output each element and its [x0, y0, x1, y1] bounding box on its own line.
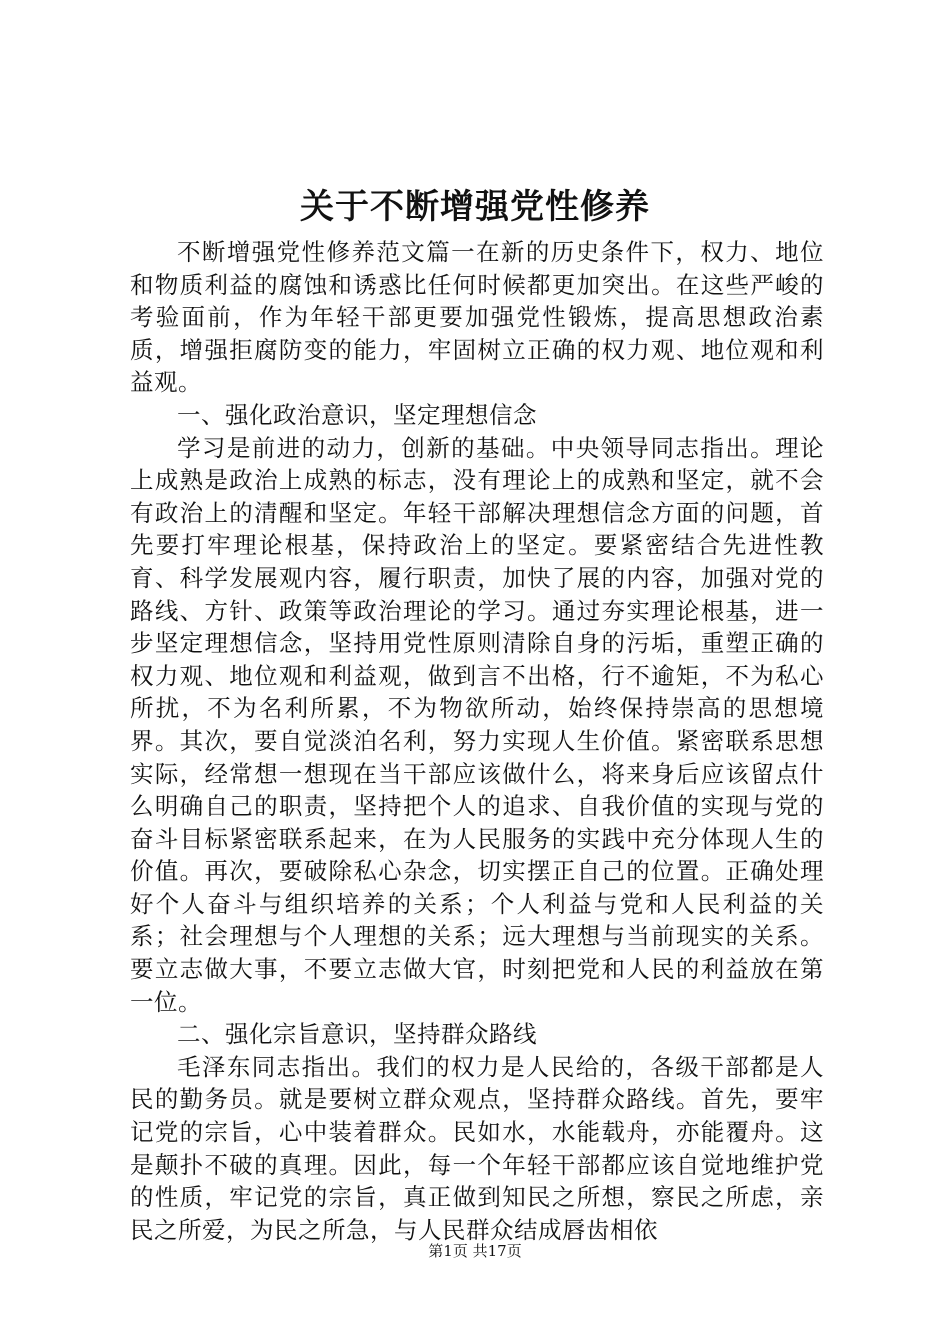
- section-1-paragraph: 学习是前进的动力，创新的基础。中央领导同志指出。理论上成熟是政治上成熟的标志，没有理论上的成熟和坚定，就不会有政治上的清醒和坚定。年轻干部解决理想信念方面的问题，首先要打牢理论根基，保持政治上的坚定。要紧密结合先进性教育、科学发展观内容，履行职责，加快了展的内容，加强对党的路线、方针、政策等政治理论的学习。通过夯实理论根基，进一步坚定理想信念，坚持用党性原则清除自身的污垢，重塑正确的权力观、地位观和利益观，做到言不出格，行不逾矩，不为私心所扰，不为名利所累，不为物欲所动，始终保持崇高的思想境界。其次，要自觉淡泊名利，努力实现人生价值。紧密联系思想实际，经常想一想现在当干部应该做什么，将来身后应该留点什么明确自己的职责，坚持把个人的追求、自我价值的实现与党的奋斗目标紧密联系起来，在为人民服务的实践中充分体现人生的价值。再次，要破除私心杂念，切实摆正自己的位置。正确处理好个人奋斗与组织培养的关系；个人利益与党和人民利益的关系；社会理想与个人理想的关系；远大理想与当前现实的关系。要立志做大事，不要立志做大官，时刻把党和人民的利益放在第一位。: [130, 433, 824, 1016]
- document-body: [130, 236, 824, 1246]
- section-2-paragraph: 毛泽东同志指出。我们的权力是人民给的，各级干部都是人民的勤务员。就是要树立群众观点，坚持群众路线。首先，要牢记党的宗旨，心中装着群众。民如水，水能载舟，亦能覆舟。这是颠扑不破的真理。因此，每一个年轻干部都应该自觉地维护党的性质，牢记党的宗旨，真正做到知民之所想，察民之所虑，亲民之所爱，为民之所急，与人民群众结成唇齿相依: [130, 1052, 824, 1244]
- intro-paragraph: 不断增强党性修养范文篇一在新的历史条件下，权力、地位和物质利益的腐蚀和诱惑比任何时候都更加突出。在这些严峻的考验面前，作为年轻干部更要加强党性锻炼，提高思想政治素质，增强拒腐防变的能力，牢固树立正确的权力观、地位观和利益观。: [130, 238, 824, 397]
- document-title: 关于不断增强党性修养: [300, 187, 650, 227]
- page-footer: 第1页 共17页: [428, 1242, 522, 1260]
- section-heading-1: 一、强化政治意识，坚定理想信念: [177, 400, 537, 429]
- section-heading-2: 二、强化宗旨意识，坚持群众路线: [177, 1020, 537, 1049]
